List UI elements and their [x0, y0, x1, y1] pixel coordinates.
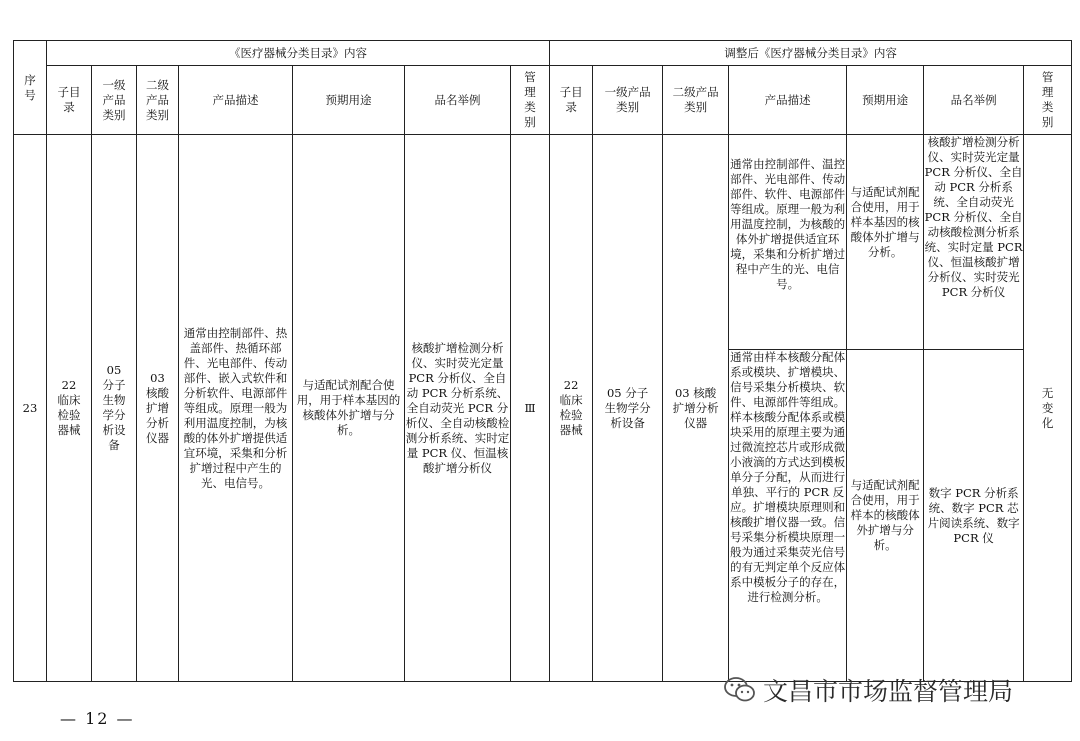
watermark	[723, 672, 1013, 708]
header-use: 预期用途	[293, 66, 405, 135]
classification-table	[13, 40, 1072, 682]
page-number: — 12 —	[60, 709, 135, 728]
header-sub-catalog: 子目录	[47, 66, 92, 135]
cell-desc-adjusted-2: 通常由样本核酸分配体系或模块、扩增模块、信号采集分析模块、软件、电源部件等组成。样本核酸分配体系或模块采用的原理主要为通过微流控芯片或形成微小液滴的方式达到模板单分子分配，从而进行单独、平行的 PCR 反应。扩增模块原理则和核酸扩增仪器一致。信号采集分析模块原理一般为通过采集荧光信号的有无判定单个反应体系中模板分子的存在，进行检测分析。	[729, 350, 847, 682]
header-examples: 品名举例	[405, 66, 511, 135]
header-adjusted-group: 调整后《医疗器械分类目录》内容	[550, 41, 1072, 66]
cell-use: 与适配试剂配合使用，用于样本基因的核酸体外扩增与分析。	[293, 135, 405, 682]
header-desc-adjusted: 产品描述	[729, 66, 847, 135]
cell-sub-catalog: 22 临床检验器械	[47, 135, 92, 682]
header-desc: 产品描述	[179, 66, 293, 135]
cell-seq: 23	[14, 135, 47, 682]
cell-cat2-adjusted: 03 核酸扩增分析仪器	[663, 135, 729, 682]
watermark-text: 文昌市市场监督管理局	[763, 677, 1014, 706]
cell-examples: 核酸扩增检测分析仪、实时荧光定量 PCR 分析仪、全自动 PCR 分析系统、全自动荧光 PCR 分析仪、全自动核酸检测分析系统、实时定量 PCR 仪、恒温核酸扩增分析仪	[405, 135, 511, 682]
cell-mgmt-adjusted: 无变化	[1024, 135, 1072, 682]
cell-cat2: 03 核酸扩增分析仪器	[137, 135, 179, 682]
cell-sub-catalog-adjusted: 22 临床检验器械	[550, 135, 593, 682]
cell-examples-adjusted-1: 核酸扩增检测分析仪、实时荧光定量 PCR 分析仪、全自动 PCR 分析系统、全自动荧光 PCR 分析仪、全自动核酸检测分析系统、实时定量 PCR 仪、恒温核酸扩增分析仪、实时荧光 PCR 分析仪	[924, 135, 1024, 350]
cell-cat1: 05 分子生物学分析设备	[92, 135, 137, 682]
cell-desc: 通常由控制部件、热盖部件、热循环部件、光电部件、传动部件、嵌入式软件和分析软件、电源部件等组成。原理一般为利用温度控制，为核酸的体外扩增提供适宜环境，采集和分析扩增过程中产生的光、电信号。	[179, 135, 293, 682]
header-cat2-adjusted: 二级产品类别	[663, 66, 729, 135]
wechat-icon	[723, 676, 757, 704]
header-mgmt: 管理类别	[511, 66, 550, 135]
header-use-adjusted: 预期用途	[847, 66, 924, 135]
header-cat1: 一级产品类别	[92, 66, 137, 135]
header-original-group: 《医疗器械分类目录》内容	[47, 41, 550, 66]
cell-examples-adjusted-2: 数字 PCR 分析系统、数字 PCR 芯片阅读系统、数字 PCR 仪	[924, 350, 1024, 682]
cell-use-adjusted-1: 与适配试剂配合使用，用于样本基因的核酸体外扩增与分析。	[847, 135, 924, 350]
header-mgmt-adjusted: 管理类别	[1024, 66, 1072, 135]
header-cat2: 二级产品类别	[137, 66, 179, 135]
cell-desc-adjusted-1: 通常由控制部件、温控部件、光电部件、传动部件、软件、电源部件等组成。原理一般为利用温度控制，为核酸的体外扩增提供适宜环境，采集和分析扩增过程中产生的光、电信号。	[729, 135, 847, 350]
header-examples-adjusted: 品名举例	[924, 66, 1024, 135]
header-seq: 序号	[14, 41, 47, 135]
cell-use-adjusted-2: 与适配试剂配合使用，用于样本的核酸体外扩增与分析。	[847, 350, 924, 682]
cell-cat1-adjusted: 05 分子生物学分析设备	[593, 135, 663, 682]
header-sub-catalog-adjusted: 子目录	[550, 66, 593, 135]
header-cat1-adjusted: 一级产品类别	[593, 66, 663, 135]
cell-mgmt: Ⅲ	[511, 135, 550, 682]
